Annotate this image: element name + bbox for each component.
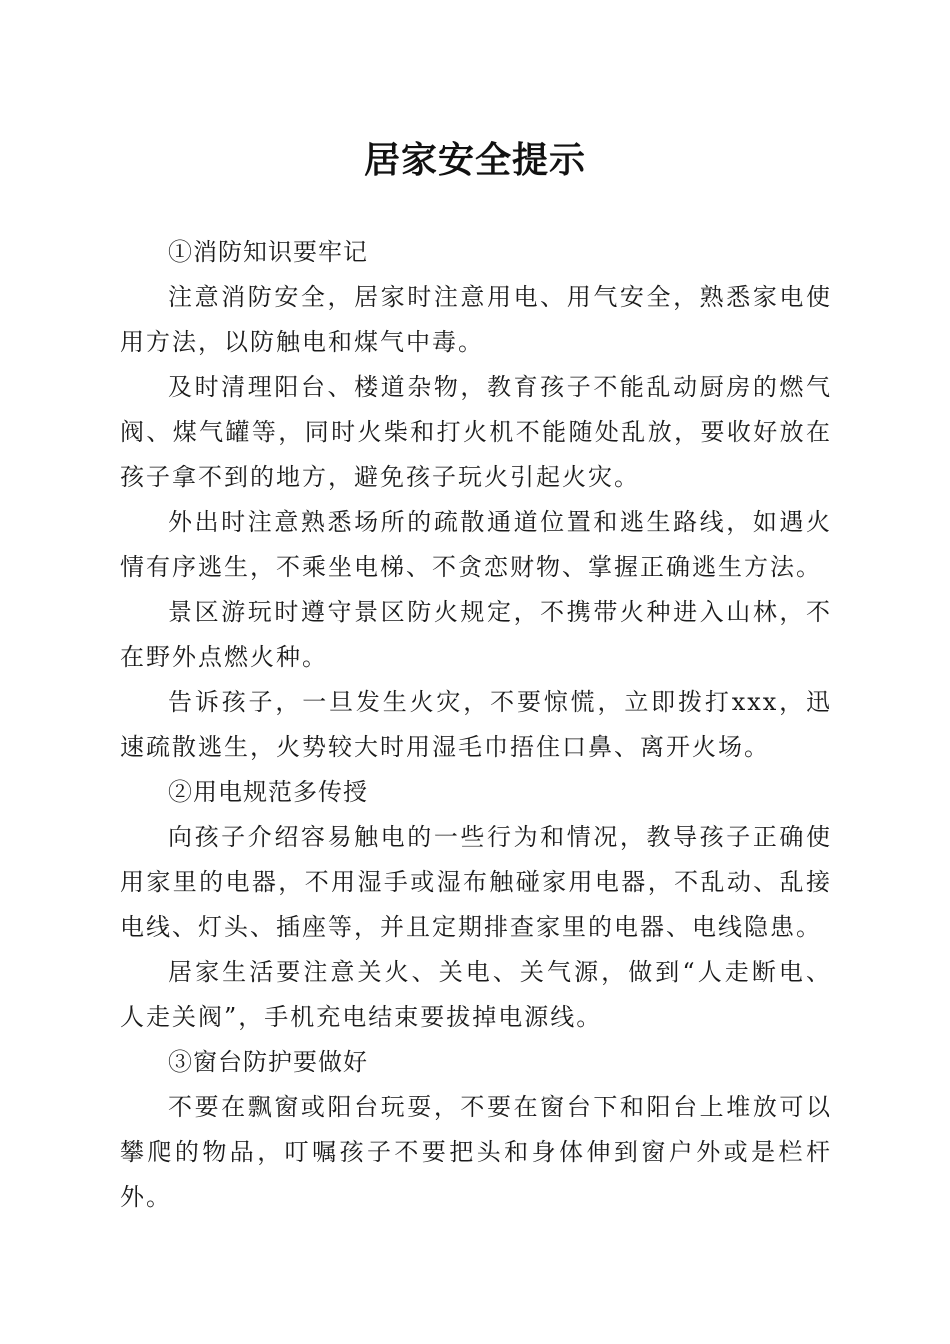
paragraph: 不要在飘窗或阳台玩耍，不要在窗台下和阳台上堆放可以攀爬的物品，叮嘱孩子不要把头和身体伸到窗户外或是栏杆外。 [120,1093,832,1211]
document-body [120,230,832,1220]
paragraph: 居家生活要注意关火、关电、关气源，做到“人走断电、人走关阀”，手机充电结束要拔掉电源线。 [120,958,832,1031]
paragraph: 注意消防安全，居家时注意用电、用气安全，熟悉家电使用方法，以防触电和煤气中毒。 [120,283,832,356]
section-heading-electric: ②用电规范多传授 [168,778,368,806]
document-title: 居家安全提示 [363,139,586,181]
paragraph: 外出时注意熟悉场所的疏散通道位置和逃生路线，如遇火情有序逃生，不乘坐电梯、不贪恋财物、掌握正确逃生方法。 [120,508,832,581]
paragraph: 景区游玩时遵守景区防火规定，不携带火种进入山林，不在野外点燃火种。 [120,598,832,671]
section-heading-window: ③窗台防护要做好 [168,1048,368,1076]
paragraph: 向孩子介绍容易触电的一些行为和情况，教导孩子正确使用家里的电器，不用湿手或湿布触碰家用电器，不乱动、乱接电线、灯头、插座等，并且定期排查家里的电器、电线隐患。 [120,823,832,941]
paragraph: 告诉孩子，一旦发生火灾，不要惊慌，立即拨打xxx，迅速疏散逃生，火势较大时用湿毛巾捂住口鼻、离开火场。 [120,688,832,761]
paragraph: 及时清理阳台、楼道杂物，教育孩子不能乱动厨房的燃气阀、煤气罐等，同时火柴和打火机不能随处乱放，要收好放在孩子拿不到的地方，避免孩子玩火引起火灾。 [120,373,832,491]
section-heading-fire: ①消防知识要牢记 [168,238,368,266]
